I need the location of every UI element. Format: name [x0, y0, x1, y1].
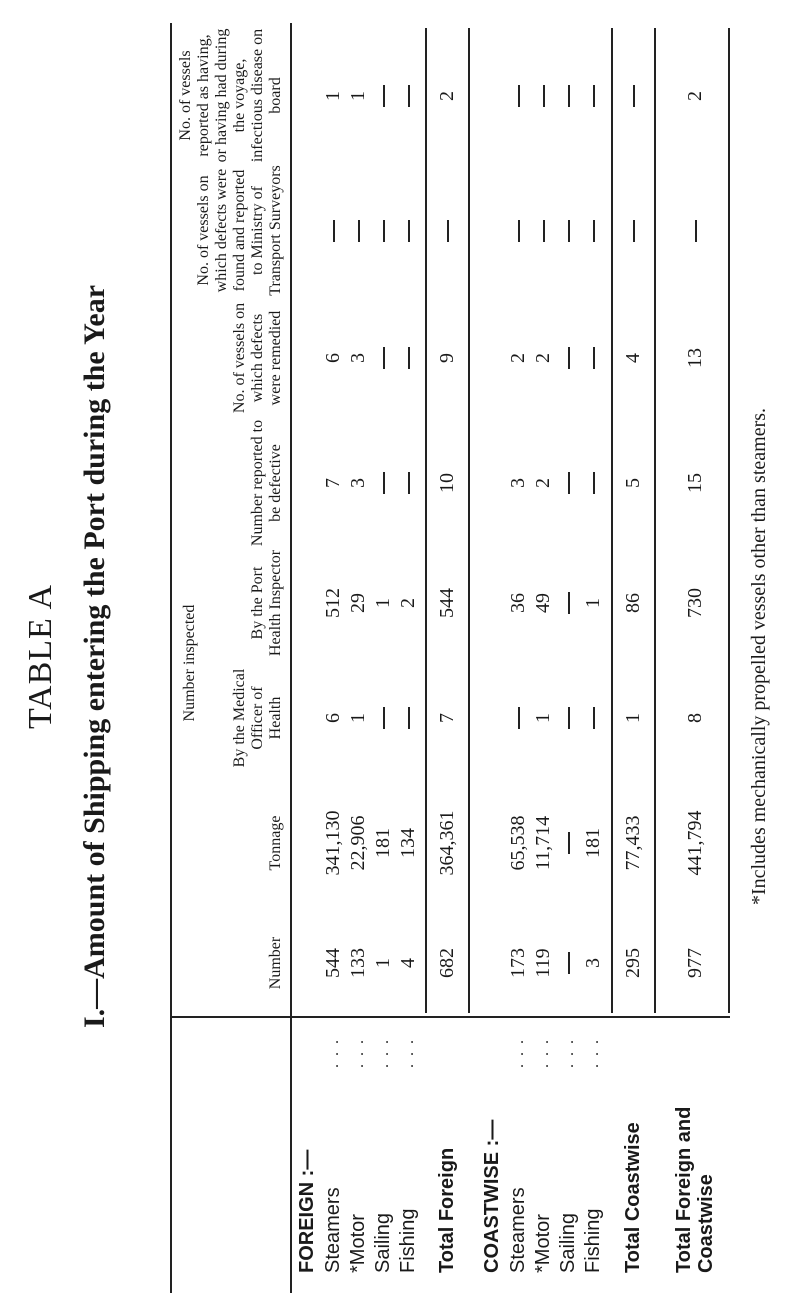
total-rule — [728, 28, 730, 1013]
table-cell: 6 — [322, 353, 344, 363]
table-cell: 2 — [507, 353, 529, 363]
table-cell — [532, 181, 555, 281]
header-inspected: Number inspected — [181, 604, 198, 722]
table-cell — [507, 181, 530, 281]
table-cell: 7 — [436, 713, 458, 723]
table-cell: 544 — [436, 588, 458, 618]
dash-mark — [568, 952, 570, 974]
table-cell: 977 — [684, 948, 706, 978]
row-label: Total Foreign — [436, 1147, 458, 1273]
total-rule — [425, 28, 427, 1013]
table-cell — [557, 308, 580, 408]
dash-mark — [568, 85, 570, 107]
dash-mark — [593, 85, 595, 107]
table-cell: 119 — [532, 948, 554, 978]
table-cell — [557, 553, 580, 653]
page-title: I.—Amount of Shipping entering the Port during the Year — [78, 284, 111, 1029]
table-cell — [557, 181, 580, 281]
table-cell — [622, 46, 645, 146]
table-cell: 3 — [582, 958, 604, 968]
dash-mark — [593, 472, 595, 494]
table-cell: 364,361 — [436, 810, 458, 876]
table-cell: 36 — [507, 593, 529, 613]
total-rule — [611, 28, 613, 1013]
table-cell: 512 — [322, 588, 344, 618]
table-cell: 3 — [507, 478, 529, 488]
leader-dots: . . . — [375, 1038, 392, 1068]
dash-mark — [593, 707, 595, 729]
dash-mark — [633, 85, 635, 107]
header-by-phi: By the Port Health Inspector — [249, 549, 284, 657]
table-cell: 1 — [622, 713, 644, 723]
leader-dots: . . . — [535, 1038, 552, 1068]
table-cell: 11,714 — [532, 815, 554, 871]
table-cell — [557, 433, 580, 533]
dash-mark — [568, 347, 570, 369]
table-cell: 1 — [322, 91, 344, 101]
dash-mark — [383, 85, 385, 107]
total-rule — [468, 28, 470, 1013]
table-cell — [436, 181, 459, 281]
table-cell — [507, 668, 530, 768]
table-cell — [557, 668, 580, 768]
row-label: Total Coastwise — [622, 1122, 644, 1273]
table-cell — [397, 308, 420, 408]
table-cell: 682 — [436, 948, 458, 978]
table-cell: 1 — [347, 91, 369, 101]
dash-mark — [408, 347, 410, 369]
table-cell: 22,906 — [347, 815, 369, 871]
table-cell — [322, 181, 345, 281]
total-rule — [654, 28, 656, 1013]
table-cell: 13 — [684, 348, 706, 368]
leader-dots: . . . — [325, 1038, 342, 1068]
dash-mark — [568, 592, 570, 614]
table-cell — [397, 433, 420, 533]
table-cell: 134 — [397, 828, 419, 858]
table-cell: 9 — [436, 353, 458, 363]
table-cell: 730 — [684, 588, 706, 618]
table-cell — [372, 668, 395, 768]
table-cell — [582, 181, 605, 281]
row-label: *Motor — [532, 1214, 554, 1273]
table-cell: 4 — [622, 353, 644, 363]
dash-mark — [568, 220, 570, 242]
table-label: TABLE A — [22, 584, 59, 729]
leader-dots: . . . — [350, 1038, 367, 1068]
dash-mark — [593, 220, 595, 242]
table-cell: 4 — [397, 958, 419, 968]
table-cell: 3 — [347, 478, 369, 488]
dash-mark — [518, 220, 520, 242]
table-cell: 3 — [347, 353, 369, 363]
dash-mark — [383, 707, 385, 729]
dash-mark — [408, 220, 410, 242]
table-cell — [532, 46, 555, 146]
dash-mark — [543, 220, 545, 242]
dash-mark — [568, 832, 570, 854]
row-label: Fishing — [582, 1208, 604, 1273]
row-label: Fishing — [397, 1208, 419, 1273]
row-label: Sailing — [372, 1212, 394, 1273]
dash-mark — [633, 220, 635, 242]
table-cell: 7 — [322, 478, 344, 488]
dash-mark — [383, 220, 385, 242]
dash-mark — [568, 472, 570, 494]
row-label: *Motor — [347, 1214, 369, 1273]
dash-mark — [518, 85, 520, 107]
dash-mark — [568, 707, 570, 729]
table-cell — [507, 46, 530, 146]
dash-mark — [358, 220, 360, 242]
footnote: *Includes mechanically propelled vessels other than steamers. — [748, 407, 770, 906]
dash-mark — [333, 220, 335, 242]
table-cell — [397, 181, 420, 281]
table-cell: 10 — [436, 473, 458, 493]
table-cell: 1 — [372, 598, 394, 608]
table-cell — [372, 308, 395, 408]
header-infectious: No. of vessels reported as having, or having had during the voyage, infectious disease on board — [177, 28, 284, 163]
header-number: Number — [267, 936, 284, 990]
table-cell — [372, 433, 395, 533]
table-cell — [557, 793, 580, 893]
leader-dots: . . . — [560, 1038, 577, 1068]
table-cell: 8 — [684, 713, 706, 723]
table-cell — [397, 46, 420, 146]
table-cell: 29 — [347, 593, 369, 613]
table-cell: 133 — [347, 948, 369, 978]
table-cell: 1 — [582, 598, 604, 608]
table-cell: 1 — [532, 713, 554, 723]
table-cell — [622, 181, 645, 281]
leader-dots: . . . — [510, 1038, 527, 1068]
table-cell: 295 — [622, 948, 644, 978]
table-cell — [582, 668, 605, 768]
table-cell: 49 — [532, 593, 554, 613]
table-cell — [347, 181, 370, 281]
dash-mark — [383, 347, 385, 369]
section-coastwise: COASTWISE :— — [481, 1119, 503, 1273]
row-label: Steamers — [507, 1187, 529, 1273]
table-cell: 6 — [322, 713, 344, 723]
leader-dots: . . . — [585, 1038, 602, 1068]
row-label: Steamers — [322, 1187, 344, 1273]
table-cell: 181 — [582, 828, 604, 858]
table-cell: 2 — [436, 91, 458, 101]
row-label: Sailing — [557, 1212, 579, 1273]
dash-mark — [447, 220, 449, 242]
table-cell — [372, 181, 395, 281]
table-cell: 181 — [372, 828, 394, 858]
dash-mark — [408, 707, 410, 729]
table-cell: 86 — [622, 593, 644, 613]
table-cell — [582, 433, 605, 533]
table-cell: 1 — [347, 713, 369, 723]
table-cell: 15 — [684, 473, 706, 493]
header-remedied: No. of vessels on which defects were remedied — [231, 302, 284, 414]
table-cell: 2 — [532, 353, 554, 363]
dash-mark — [408, 472, 410, 494]
table-cell — [372, 46, 395, 146]
table-cell — [557, 46, 580, 146]
dash-mark — [518, 707, 520, 729]
table-cell: 2 — [684, 91, 706, 101]
row-label: Total Foreign and Coastwise — [673, 1106, 717, 1273]
section-foreign: FOREIGN :— — [296, 1149, 318, 1273]
table-cell — [557, 913, 580, 1013]
table-cell: 173 — [507, 948, 529, 978]
header-found: No. of vessels on which defects were found and reported to Ministry of Transport Surveyors — [195, 165, 284, 296]
table-cell: 1 — [372, 958, 394, 968]
table-cell: 5 — [622, 478, 644, 488]
table-cell: 65,538 — [507, 815, 529, 871]
table-cell: 77,433 — [622, 815, 644, 871]
dash-mark — [408, 85, 410, 107]
table-cell — [582, 308, 605, 408]
dash-mark — [593, 347, 595, 369]
table-cell: 2 — [532, 478, 554, 488]
table-cell — [397, 668, 420, 768]
table-cell: 341,130 — [322, 810, 344, 876]
header-tonnage: Tonnage — [267, 815, 284, 871]
leader-dots: . . . — [400, 1038, 417, 1068]
table-cell — [582, 46, 605, 146]
dash-mark — [695, 220, 697, 242]
table-cell: 2 — [397, 598, 419, 608]
header-bottom-rule — [290, 23, 292, 1293]
header-defective: Number reported to be defective — [249, 419, 284, 547]
header-by-moh: By the Medical Officer of Health — [231, 668, 284, 768]
table-cell: 544 — [322, 948, 344, 978]
dash-mark — [543, 85, 545, 107]
table-cell — [684, 181, 707, 281]
dash-mark — [383, 472, 385, 494]
table-cell: 441,794 — [684, 810, 706, 876]
